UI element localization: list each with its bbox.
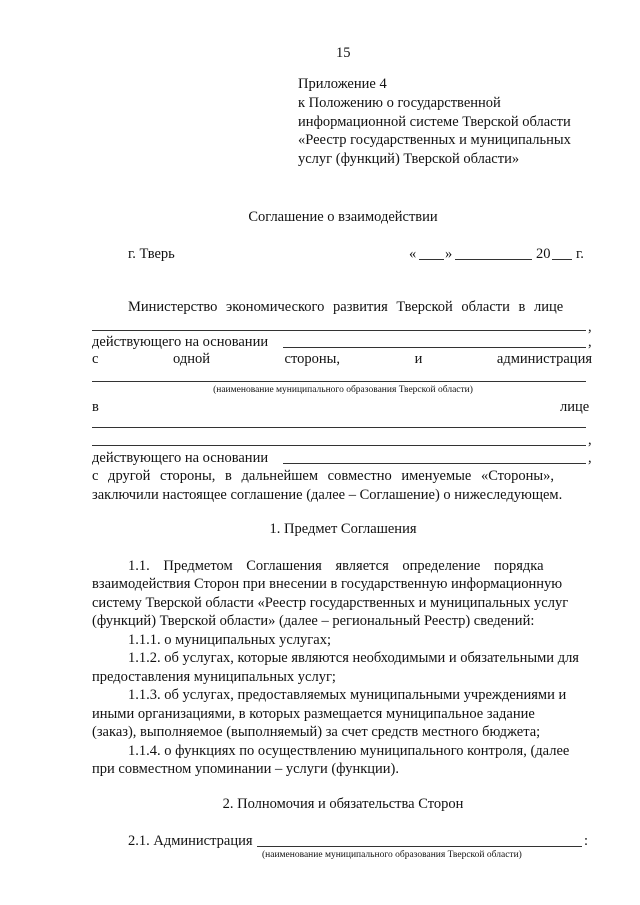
appendix-line: услуг (функций) Тверской области»: [298, 151, 520, 167]
fill-blank: [92, 445, 586, 446]
appendix-line: Приложение 4: [298, 76, 387, 92]
intro-line-1: [128, 298, 593, 317]
document-title: Соглашение о взаимодействии: [248, 209, 438, 225]
date-month-blank: [455, 259, 532, 260]
list-item-cont: предоставления муниципальных услуг;: [92, 669, 336, 685]
comma: ,: [588, 334, 592, 350]
fill-blank: [283, 463, 586, 464]
list-item: 1.1.2. об услугах, которые являются необходимыми и обязательными для: [128, 650, 579, 666]
paragraph-line: (функций) Тверской области» (далее – региональный Реестр) сведений:: [92, 613, 535, 629]
paragraph-line: систему Тверской области «Реестр государственных и муниципальных услуг: [92, 595, 569, 611]
place: г. Тверь: [128, 246, 175, 262]
date-day-blank: [419, 259, 444, 260]
paragraph-line: 1.1. Предметом Соглашения является определение порядка: [128, 558, 544, 574]
date-year-blank: [552, 259, 572, 260]
list-item-cont: при совместном упоминании – услуги (функции).: [92, 761, 400, 777]
caption-municipality: (наименование муниципального образования Тверской области): [213, 385, 473, 395]
fill-blank: [92, 381, 586, 382]
comma: ,: [588, 432, 592, 448]
date-close-quote: »: [445, 246, 453, 262]
fill-blank: [257, 846, 582, 847]
paragraph-line: взаимодействия Сторон при внесении в государственную информационную: [92, 576, 563, 592]
word: стороны,: [284, 351, 341, 367]
list-item: 1.1.3. об услугах, предоставляемых муниципальными учреждениями и: [128, 687, 567, 703]
list-item: 1.1.4. о функциях по осуществлению муниципального контроля, (далее: [128, 743, 570, 759]
word: с: [92, 351, 99, 367]
comma: ,: [588, 319, 592, 335]
fill-blank: [92, 330, 586, 331]
intro-line-3: [92, 350, 592, 369]
section-2-heading: 2. Полномочия и обязательства Сторон: [222, 796, 464, 812]
comma: ,: [588, 450, 592, 466]
fill-blank: [92, 427, 586, 428]
fill-blank: [283, 347, 586, 348]
word: лице: [560, 399, 590, 415]
caption-municipality: (наименование муниципального образования Тверской области): [262, 850, 522, 860]
colon: :: [584, 833, 589, 849]
appendix-line: «Реестр государственных и муниципальных: [298, 132, 571, 148]
word: администрация: [496, 351, 592, 367]
intro-line: с другой стороны, в дальнейшем совместно именуемые «Стороны»,: [92, 468, 554, 484]
page-number: 15: [336, 45, 351, 61]
list-item-cont: иными организациями, в которых размещается муниципальное задание: [92, 706, 535, 722]
date-year-suffix: г.: [576, 246, 584, 262]
word: в: [92, 399, 99, 415]
acting-basis-label: действующего на основании: [92, 450, 269, 466]
date-open-quote: «: [409, 246, 417, 262]
word: и: [414, 351, 423, 367]
intro-text: Министерство экономического развития Тверской области в лице: [128, 299, 564, 315]
list-item: 2.1. Администрация: [128, 833, 253, 849]
appendix-line: информационной системе Тверской области: [298, 114, 571, 130]
section-1-heading: 1. Предмет Соглашения: [269, 521, 417, 537]
list-item-cont: (заказ), выполняемое (выполняемый) за счет средств местного бюджета;: [92, 724, 541, 740]
word: одной: [173, 351, 210, 367]
list-item: 1.1.1. о муниципальных услугах;: [128, 632, 331, 648]
acting-basis-label: действующего на основании: [92, 334, 269, 350]
intro-line: заключили настоящее соглашение (далее – Соглашение) о нижеследующем.: [92, 487, 563, 503]
appendix-line: к Положению о государственной: [298, 95, 501, 111]
date-year-prefix: 20: [536, 246, 551, 262]
